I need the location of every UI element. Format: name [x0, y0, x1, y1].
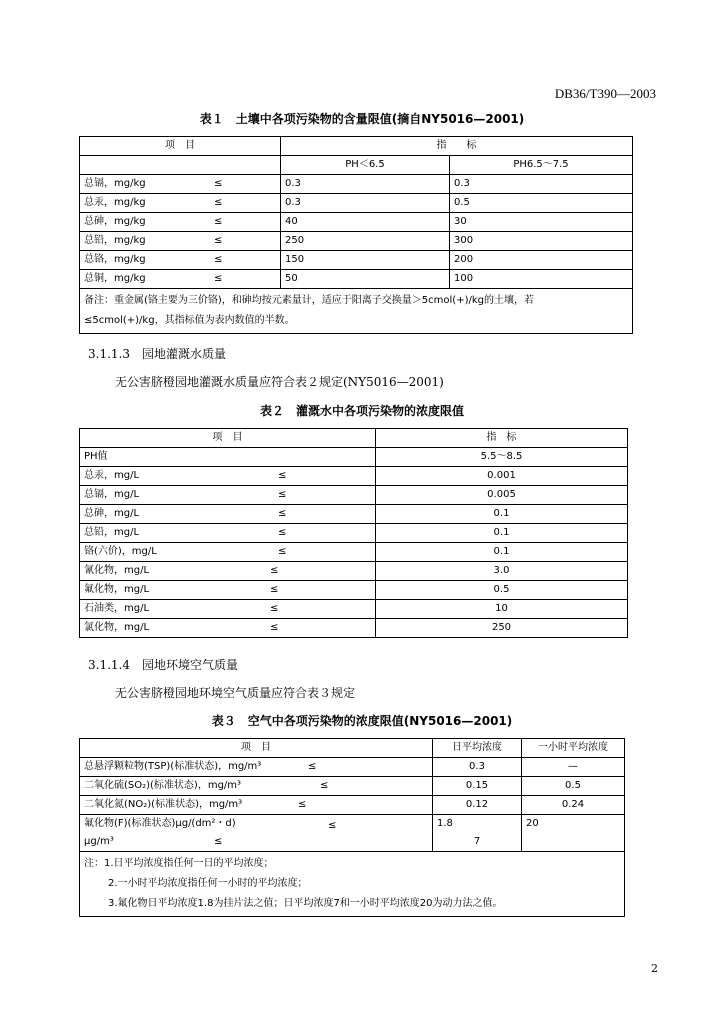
t1-cell: 150 [281, 251, 450, 270]
t1-cell: 40 [281, 213, 450, 232]
t1-row-name: 总砷，mg/kg [84, 216, 146, 227]
leq-symbol: ≤ [214, 235, 223, 246]
table-row [80, 194, 633, 213]
t1-header-blank [80, 156, 281, 175]
t3-row-name: 总悬浮颗粒物(TSP)(标准状态)，mg/m³ [84, 761, 262, 772]
t1-note [80, 289, 633, 334]
table-row [80, 232, 633, 251]
t3-fluoride-hourly: 20 [522, 815, 625, 852]
t1-cell: 50 [281, 270, 450, 289]
t3-note-line2: 2.一小时平均浓度指任何一小时的平均浓度； [108, 878, 308, 889]
table2 [79, 428, 628, 638]
t1-cell: 100 [450, 270, 633, 289]
t1-row-name: 总镉，mg/kg [84, 178, 146, 189]
table-row [80, 213, 633, 232]
section-heading-air: 3.1.1.4 园地环境空气质量 [88, 658, 238, 672]
t3-fluoride-daily2: 7 [473, 836, 481, 847]
t1-cell: 300 [450, 232, 633, 251]
t1-cell: 0.3 [281, 175, 450, 194]
t3-cell: 0.12 [433, 796, 522, 815]
t3-cell: 0.24 [522, 796, 625, 815]
t2-cell: 0.1 [376, 505, 628, 524]
leq-symbol: ≤ [278, 470, 287, 481]
leq-symbol: ≤ [278, 508, 287, 519]
t2-cell: 0.1 [376, 524, 628, 543]
leq-symbol: ≤ [270, 603, 279, 614]
t2-cell: 0.001 [376, 467, 628, 486]
leq-symbol: ≤ [214, 197, 223, 208]
standard-code: DB36/T390—2003 [554, 86, 656, 101]
table-row [80, 486, 628, 505]
t2-cell: 0.1 [376, 543, 628, 562]
t3-cell: — [522, 758, 625, 777]
paragraph-air: 无公害脐橙园地环境空气质量应符合表３规定 [115, 686, 356, 700]
t1-row-name: 总铅，mg/kg [84, 235, 146, 246]
t3-header-daily: 日平均浓度 [433, 739, 522, 758]
t3-header-item: 项 目 [80, 739, 433, 758]
t2-row-name: 总砷，mg/L [84, 508, 140, 519]
t3-note [80, 852, 625, 917]
t2-cell: 0.5 [376, 581, 628, 600]
t2-header-index: 指 标 [376, 429, 628, 448]
table-row [80, 600, 628, 619]
leq-symbol: ≤ [214, 836, 223, 847]
t2-header-item: 项 目 [80, 429, 376, 448]
table-row [80, 175, 633, 194]
table-row [80, 270, 633, 289]
table-row [80, 543, 628, 562]
table-row [80, 777, 625, 796]
table1 [79, 136, 633, 334]
t2-cell: 0.005 [376, 486, 628, 505]
t3-cell: 0.5 [522, 777, 625, 796]
leq-symbol: ≤ [270, 584, 279, 595]
t2-row-name: 氰化物，mg/L [84, 565, 150, 576]
table-row [80, 619, 628, 638]
table-row [80, 562, 628, 581]
t1-cell: 0.3 [450, 175, 633, 194]
table-row [80, 581, 628, 600]
t2-cell: 250 [376, 619, 628, 638]
t3-row-name: 二氧化氮(NO₂)(标准状态)，mg/m³ [84, 799, 243, 810]
t1-cell: 250 [281, 232, 450, 251]
t2-cell: 10 [376, 600, 628, 619]
leq-symbol: ≤ [278, 527, 287, 538]
leq-symbol: ≤ [278, 546, 287, 557]
t1-cell: 0.5 [450, 194, 633, 213]
t1-cell: 30 [450, 213, 633, 232]
t1-cell: 200 [450, 251, 633, 270]
t1-row-name: 总铬，mg/kg [84, 254, 146, 265]
t3-fluoride-name2: μg/m³ [84, 836, 114, 847]
leq-symbol: ≤ [328, 820, 337, 831]
t3-cell: 0.3 [433, 758, 522, 777]
t1-row-name: 总汞，mg/kg [84, 197, 146, 208]
t3-cell: 0.15 [433, 777, 522, 796]
paragraph-irrigation: 无公害脐橙园地灌溉水质量应符合表２规定(NY5016—2001) [115, 375, 444, 389]
t2-cell: 3.0 [376, 562, 628, 581]
leq-symbol: ≤ [320, 780, 329, 791]
t2-row-name: 氯化物，mg/L [84, 622, 150, 633]
t2-row-name: PH值 [80, 448, 376, 467]
t3-row-name: 二氧化硫(SO₂)(标准状态)，mg/m³ [84, 780, 242, 791]
leq-symbol: ≤ [298, 799, 307, 810]
page-number: 2 [651, 962, 658, 975]
t2-row-name: 铬(六价)，mg/L [84, 546, 157, 557]
section-heading-irrigation: 3.1.1.3 园地灌溉水质量 [88, 347, 226, 361]
t2-cell: 5.5～8.5 [376, 448, 628, 467]
t1-row-name: 总铜，mg/kg [84, 273, 146, 284]
t2-row-name: 总镉，mg/L [84, 489, 140, 500]
table-row [80, 796, 625, 815]
leq-symbol: ≤ [308, 761, 317, 772]
t1-header-item: 项 目 [80, 137, 281, 156]
leq-symbol: ≤ [278, 489, 287, 500]
t1-header-index: 指 标 [281, 137, 633, 156]
t1-header-ph-low: PH＜6.5 [281, 156, 450, 175]
leq-symbol: ≤ [214, 216, 223, 227]
t3-note-line3: 3.氟化物日平均浓度1.8为挂片法之值；日平均浓度7和一小时平均浓度20为动力法之值。 [108, 898, 503, 909]
table3 [79, 738, 625, 917]
table-row [80, 815, 625, 852]
table-row [80, 448, 628, 467]
t1-note-line1: 备注：重金属(铬主要为三价铬)，和砷均按元素量计，适应于阳离子交换量＞5cmol(+)/kg的土壤，若 [84, 295, 534, 306]
t2-row-name: 氟化物，mg/L [84, 584, 150, 595]
t2-row-name: 石油类，mg/L [84, 603, 150, 614]
leq-symbol: ≤ [270, 565, 279, 576]
leq-symbol: ≤ [214, 254, 223, 265]
t2-row-name: 总铅，mg/L [84, 527, 140, 538]
table2-caption: 表２ 灌溉水中各项污染物的浓度限值 [259, 404, 464, 418]
t3-header-hourly: 一小时平均浓度 [522, 739, 625, 758]
leq-symbol: ≤ [270, 622, 279, 633]
table-row [80, 524, 628, 543]
table-row [80, 505, 628, 524]
t3-fluoride-daily1: 1.8 [437, 818, 453, 829]
t3-note-line1: 注：1.日平均浓度指任何一日的平均浓度； [84, 858, 274, 869]
t1-cell: 0.3 [281, 194, 450, 213]
t3-fluoride-name1: 氟化物(F)(标准状态)μg/(dm²・d) [84, 818, 236, 829]
t1-header-ph-high: PH6.5～7.5 [450, 156, 633, 175]
table3-caption: 表３ 空气中各项污染物的浓度限值(NY5016—2001) [211, 714, 513, 728]
t2-row-name: 总汞，mg/L [84, 470, 140, 481]
leq-symbol: ≤ [214, 178, 223, 189]
table-row [80, 758, 625, 777]
t1-note-line2: ≤5cmol(+)/kg，其指标值为表内数值的半数。 [84, 315, 295, 326]
table-row [80, 467, 628, 486]
leq-symbol: ≤ [214, 273, 223, 284]
table-row [80, 251, 633, 270]
table1-caption: 表１ 土壤中各项污染物的含量限值(摘自NY5016—2001) [199, 112, 525, 126]
